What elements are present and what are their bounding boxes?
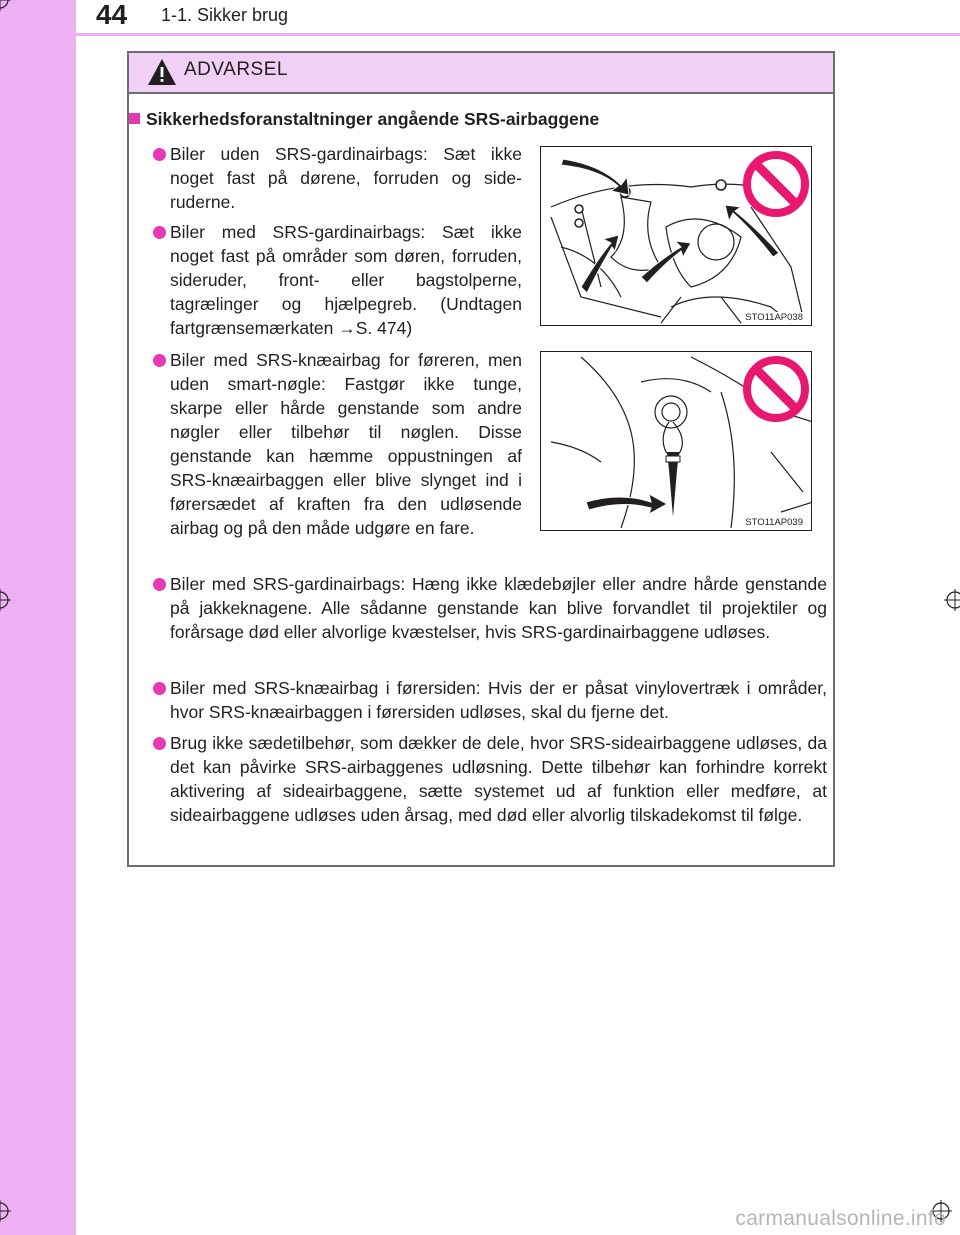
bullet-icon: [153, 737, 166, 750]
warning-triangle-icon: [147, 58, 177, 86]
bullet-icon: [153, 354, 166, 367]
warning-item-5: Biler med SRS-knæairbag i førersiden: Hvis der er påsat vinylovertræk i områder, hvor SRS-knæairbaggen i førersiden udløses, skal du fjerne det.: [170, 678, 827, 722]
figure-curtain-airbag-area: [540, 146, 812, 326]
subheading: [129, 107, 599, 131]
subheading-text: Sikkerhedsforanstaltninger angående SRS-airbaggene: [146, 109, 600, 129]
figure-code: STO11AP038: [745, 312, 803, 323]
figure-knee-airbag-key: [540, 351, 812, 531]
square-bullet-icon: [129, 113, 140, 124]
prohibition-sign-icon: [741, 149, 811, 219]
bullet-icon: [153, 682, 166, 695]
warning-item-6: Brug ikke sædetilbehør, som dækker de dele, hvor SRS-sideairbaggene udløses, da det kan påvirke SRS-airbaggenes udløsning. Dette tilbehør kan forhindre korrekt aktivering af sideairbaggene, sætte systemet ud af funktion eller medføre, at sideairbaggene udløses uden årsag, med død eller alvorlig tilskadekomst til følge.: [170, 733, 827, 825]
registration-mark-icon: [0, 1200, 11, 1222]
prohibition-sign-icon: [741, 354, 811, 424]
margin-color-band: [0, 0, 76, 1235]
registration-mark-icon: [944, 589, 960, 611]
registration-mark-icon: [0, 589, 11, 611]
bullet-icon: [153, 148, 166, 161]
bullet-icon: [153, 226, 166, 239]
warning-label: ADVARSEL: [184, 59, 288, 80]
warning-item-3: Biler med SRS-knæairbag for føreren, men uden smart-nøgle: Fastgør ikke tunge, skarpe eller hårde genstande som andre nøgler eller tilbehør til nøglen. Disse genstande kan hæmme oppustningen af SRS-knæairbaggen eller blive slynget ind i førersædet af kraften fra den udløsende airbag og på den måde udgøre en fare.: [170, 350, 522, 538]
section-title: 1-1. Sikker brug: [161, 5, 289, 25]
header-rule: [76, 33, 960, 36]
warning-item-4: Biler med SRS-gardinairbags: Hæng ikke klædebøjler eller andre hårde genstande på jakkeknagene. Alle sådanne genstande kan blive forvandlet til projektiler og forårsage død eller alvorlige kvæstelser, hvis SRS-gardinairbaggene udløses.: [170, 574, 827, 642]
figure-code: STO11AP039: [745, 517, 803, 528]
warning-item-1: Biler uden SRS-gardinairbags: Sæt ikke noget fast på dørene, forruden og sideruderne.: [170, 144, 522, 212]
registration-mark-icon: [0, 0, 11, 11]
page-number: 44: [96, 0, 128, 30]
watermark: carmanualsonline.info: [735, 1207, 946, 1230]
bullet-icon: [153, 578, 166, 591]
warning-item-2: Biler med SRS-gardinairbags: Sæt ikke noget fast på områder som døren, forruden, sideruder, front- eller bagstolperne, tagrælinger og hjælpegreb. (Undtagen fartgrænsemærkaten →S. 474): [170, 222, 522, 338]
warning-header: [129, 53, 833, 94]
